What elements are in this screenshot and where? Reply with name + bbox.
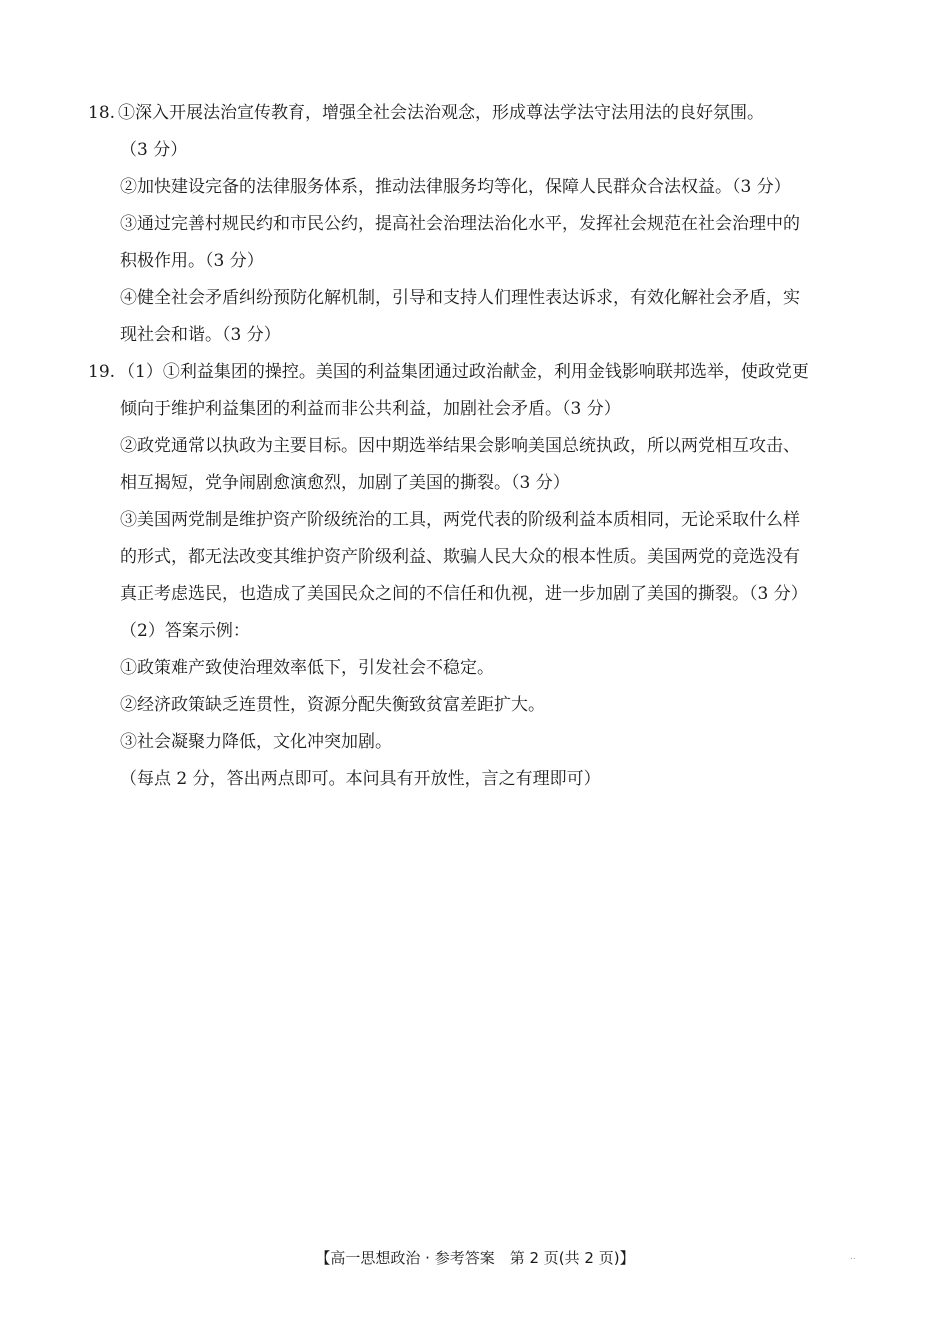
q19-part2-point-3: ③社会凝聚力降低，文化冲突加剧。 — [120, 732, 392, 752]
q18-number: 18. — [88, 103, 116, 123]
q19-part1-point-2-cont: 相互揭短，党争闹剧愈演愈烈，加剧了美国的撕裂。（3 分） — [120, 473, 570, 493]
q18-point-1: ①深入开展法治宣传教育，增强全社会法治观念，形成尊法学法守法用法的良好氛围。 — [118, 103, 764, 123]
q18-point-4-cont: 现社会和谐。（3 分） — [120, 325, 281, 345]
q19-part1-point-1-cont: 倾向于维护利益集团的利益而非公共利益，加剧社会矛盾。（3 分） — [120, 399, 621, 419]
q19-part1-point-3: ③美国两党制是维护资产阶级统治的工具，两党代表的阶级利益本质相同，无论采取什么样 — [120, 510, 800, 530]
q18-point-2: ②加快建设完备的法律服务体系，推动法律服务均等化，保障人民群众合法权益。（3 分） — [120, 177, 791, 197]
q19-scoring-note: （每点 2 分，答出两点即可。本问具有开放性，言之有理即可） — [120, 769, 601, 789]
q19-part1-point-3-cont-2: 真正考虑选民，也造成了美国民众之间的不信任和仇视，进一步加剧了美国的撕裂。（3 分） — [120, 584, 808, 604]
q19-part1-point-1: （1）①利益集团的操控。美国的利益集团通过政治献金，利用金钱影响联邦选举，使政党更 — [118, 362, 809, 382]
q18-point-4: ④健全社会矛盾纠纷预防化解机制，引导和支持人们理性表达诉求，有效化解社会矛盾，实 — [120, 288, 800, 308]
q19-part1-point-2: ②政党通常以执政为主要目标。因中期选举结果会影响美国总统执政，所以两党相互攻击、 — [120, 436, 800, 456]
q19-part2-heading: （2）答案示例： — [120, 621, 250, 641]
corner-mark: .. — [850, 1252, 856, 1262]
q19-number: 19. — [88, 362, 116, 382]
q19-part2-point-2: ②经济政策缺乏连贯性，资源分配失衡致贫富差距扩大。 — [120, 695, 545, 715]
q18-line-1 — [88, 101, 764, 125]
q18-point-3: ③通过完善村规民约和市民公约，提高社会治理法治化水平，发挥社会规范在社会治理中的 — [120, 214, 800, 234]
q19-part1-point-3-cont-1: 的形式，都无法改变其维护资产阶级利益、欺骗人民大众的根本性质。美国两党的竞选没有 — [120, 547, 800, 567]
q18-line-2: （3 分） — [120, 140, 188, 160]
page-footer: 【高一思想政治 · 参考答案 第 2 页(共 2 页)】 — [315, 1249, 635, 1267]
q19-part2-point-1: ①政策难产致使治理效率低下，引发社会不稳定。 — [120, 658, 494, 678]
q18-point-3-cont: 积极作用。（3 分） — [120, 251, 264, 271]
q19-line-1 — [88, 360, 809, 384]
